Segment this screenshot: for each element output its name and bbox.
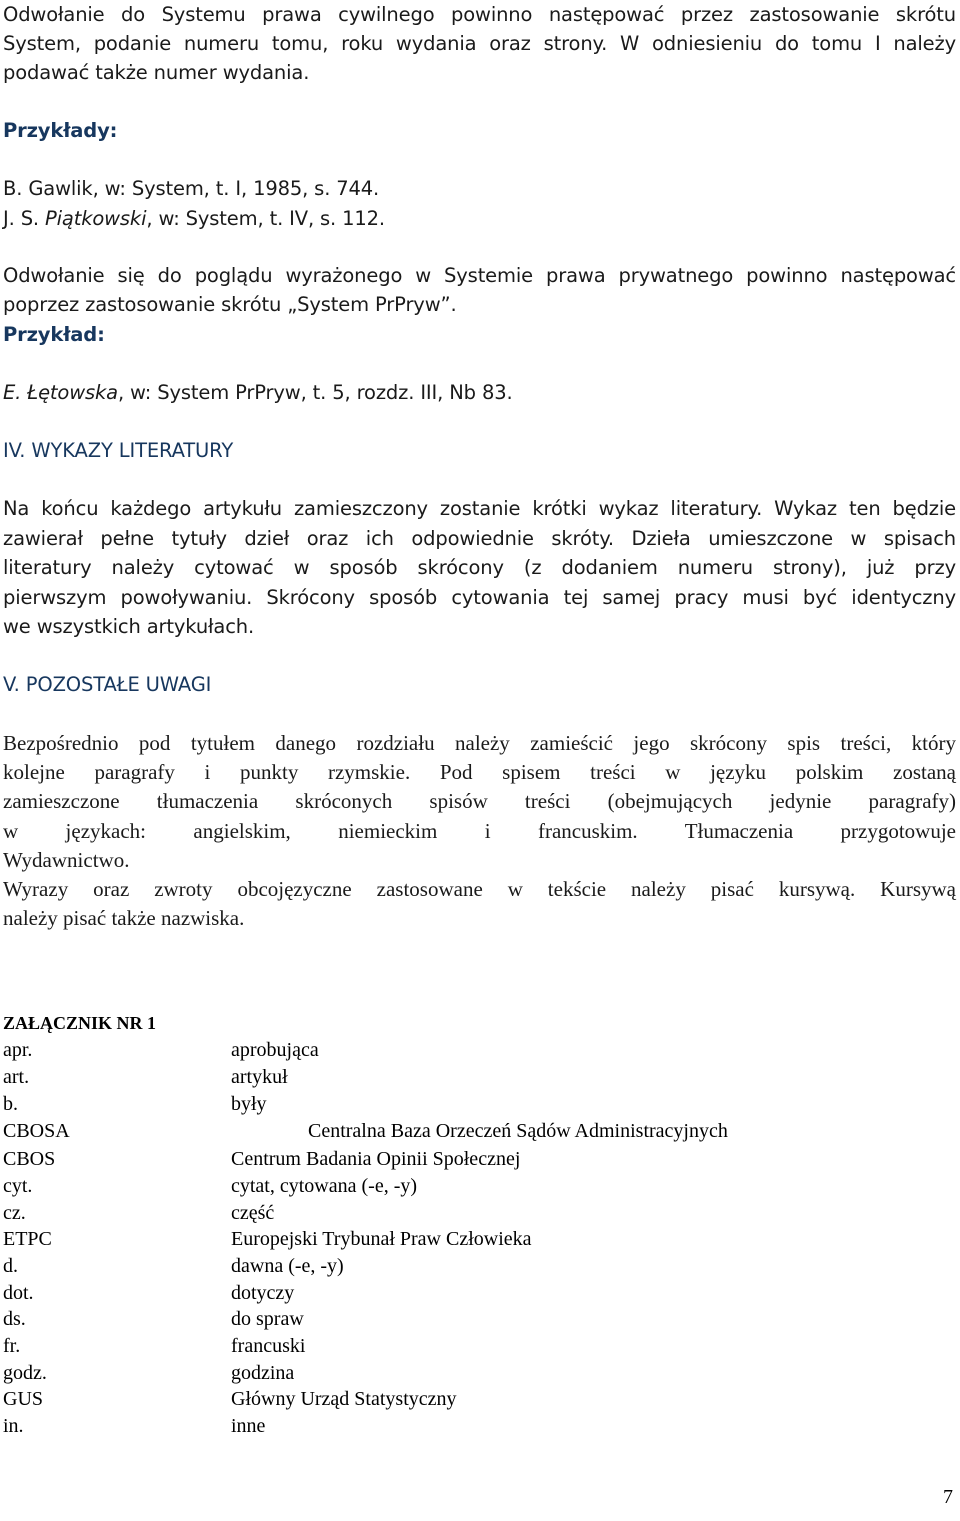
paragraph-line: zamieszczone tłumaczenia skróconych spisów treści (obejmujących jedynie paragrafy) [3, 789, 956, 813]
abbreviation-row [3, 1415, 903, 1442]
section-heading: IV. WYKAZY LITERATURY [3, 439, 234, 462]
abbreviation-meaning: artykuł [231, 1066, 288, 1088]
abbreviation: apr. [3, 1039, 33, 1061]
abbreviation-row [3, 1255, 903, 1282]
abbreviation-row [3, 1175, 903, 1202]
paragraph-line: zawierał pełne tytuły dzieł oraz ich odpowiednie skróty. Dzieła umieszczone w spisach [3, 527, 956, 550]
abbreviation-meaning: cytat, cytowana (-e, -y) [231, 1175, 418, 1197]
paragraph-line: w językach: angielskim, niemieckim i francuskim. Tłumaczenia przygotowuje [3, 819, 956, 843]
abbreviation: fr. [3, 1335, 21, 1357]
paragraph-line: System, podanie numeru tomu, roku wydania oraz strony. W odniesieniu do tomu I należy [3, 32, 956, 55]
abbreviation: art. [3, 1066, 30, 1088]
paragraph-line: podawać także numer wydania. [3, 61, 310, 84]
abbreviation-meaning: część [231, 1202, 275, 1224]
abbreviation: CBOS [3, 1148, 56, 1170]
example-citation [3, 381, 513, 404]
abbreviation: GUS [3, 1388, 44, 1410]
citation-author: E. Łętowska [3, 381, 118, 404]
abbreviation: b. [3, 1093, 18, 1115]
abbreviation-row [3, 1335, 903, 1362]
abbreviation-row [3, 1120, 903, 1147]
abbreviation-row [3, 1093, 903, 1120]
abbreviation-meaning: Centralna Baza Orzeczeń Sądów Administracyjnych [308, 1120, 728, 1142]
abbreviation: in. [3, 1415, 24, 1437]
abbreviation: cz. [3, 1202, 26, 1224]
abbreviation-row [3, 1388, 903, 1415]
abbreviation-meaning: dotyczy [231, 1282, 295, 1304]
paragraph-line: poprzez zastosowanie skrótu „System PrPryw”. [3, 293, 457, 316]
paragraph-line: literatury należy cytować w sposób skrócony (z dodaniem numeru strony), już przy [3, 556, 956, 579]
paragraph-line: Odwołanie do Systemu prawa cywilnego powinno następować przez zastosowanie skrótu [3, 3, 956, 26]
example-citation [3, 177, 379, 200]
paragraph-line: Bezpośrednio pod tytułem danego rozdziału należy zamieścić jego skrócony spis treści, który [3, 731, 956, 755]
citation-rest: , w: System PrPryw, t. 5, rozdz. III, Nb 83. [117, 381, 513, 404]
page-number: 7 [943, 1486, 953, 1508]
abbreviation: dot. [3, 1282, 34, 1304]
citation-author: B. Gawlik [3, 177, 93, 200]
abbreviation-row [3, 1066, 903, 1093]
abbreviation-meaning: francuski [231, 1335, 306, 1357]
attachment-title: ZAŁĄCZNIK NR 1 [3, 1013, 157, 1033]
abbreviation-row [3, 1039, 903, 1066]
citation-initials: J. S. [3, 207, 46, 230]
abbreviation-meaning: do spraw [231, 1308, 304, 1330]
citation-author: Piątkowski [45, 207, 147, 230]
abbreviation-meaning: Główny Urząd Statystyczny [231, 1388, 457, 1410]
citation-rest: , w: System, t. I, 1985, s. 744. [92, 177, 380, 200]
citation-rest: , w: System, t. IV, s. 112. [146, 207, 385, 230]
paragraph-line: kolejne paragrafy i punkty rzymskie. Pod spisem treści w języku polskim zostaną [3, 760, 956, 784]
abbreviation: cyt. [3, 1175, 33, 1197]
abbreviation-row [3, 1282, 903, 1309]
abbreviation-row [3, 1362, 903, 1389]
paragraph-line: pierwszym powoływaniu. Skrócony sposób cytowania tej samej pracy musi być identyczny [3, 586, 956, 609]
abbreviation-meaning: aprobująca [231, 1039, 319, 1061]
abbreviation: godz. [3, 1362, 47, 1384]
example-citation [3, 207, 385, 230]
abbreviation-row [3, 1308, 903, 1335]
paragraph-line: Wydawnictwo. [3, 848, 130, 872]
abbreviation-meaning: Centrum Badania Opinii Społecznej [231, 1148, 521, 1170]
paragraph-line: we wszystkich artykułach. [3, 615, 255, 638]
paragraph-line: Na końcu każdego artykułu zamieszczony zostanie krótki wykaz literatury. Wykaz ten będzie [3, 497, 956, 520]
abbreviation-meaning: były [231, 1093, 267, 1115]
abbreviation-meaning: godzina [231, 1362, 295, 1384]
abbreviation-row [3, 1202, 903, 1229]
section-heading: V. POZOSTAŁE UWAGI [3, 673, 212, 696]
abbreviation-meaning: Europejski Trybunał Praw Człowieka [231, 1228, 532, 1250]
paragraph-line: Odwołanie się do poglądu wyrażonego w Systemie prawa prywatnego powinno następować [3, 264, 956, 287]
abbreviation: CBOSA [3, 1120, 70, 1142]
abbreviation: d. [3, 1255, 18, 1277]
paragraph-line: Wyrazy oraz zwroty obcojęzyczne zastosowane w tekście należy pisać kursywą. Kursywą [3, 877, 956, 901]
abbreviation-meaning: inne [231, 1415, 266, 1437]
examples-label: Przykłady: [3, 119, 118, 142]
abbreviation: ds. [3, 1308, 26, 1330]
abbreviation: ETPC [3, 1228, 52, 1250]
paragraph-line: należy pisać także nazwiska. [3, 906, 245, 930]
abbreviation-meaning: dawna (-e, -y) [231, 1255, 344, 1277]
example-label: Przykład: [3, 323, 105, 346]
abbreviation-row [3, 1228, 903, 1255]
abbreviation-row [3, 1148, 903, 1175]
